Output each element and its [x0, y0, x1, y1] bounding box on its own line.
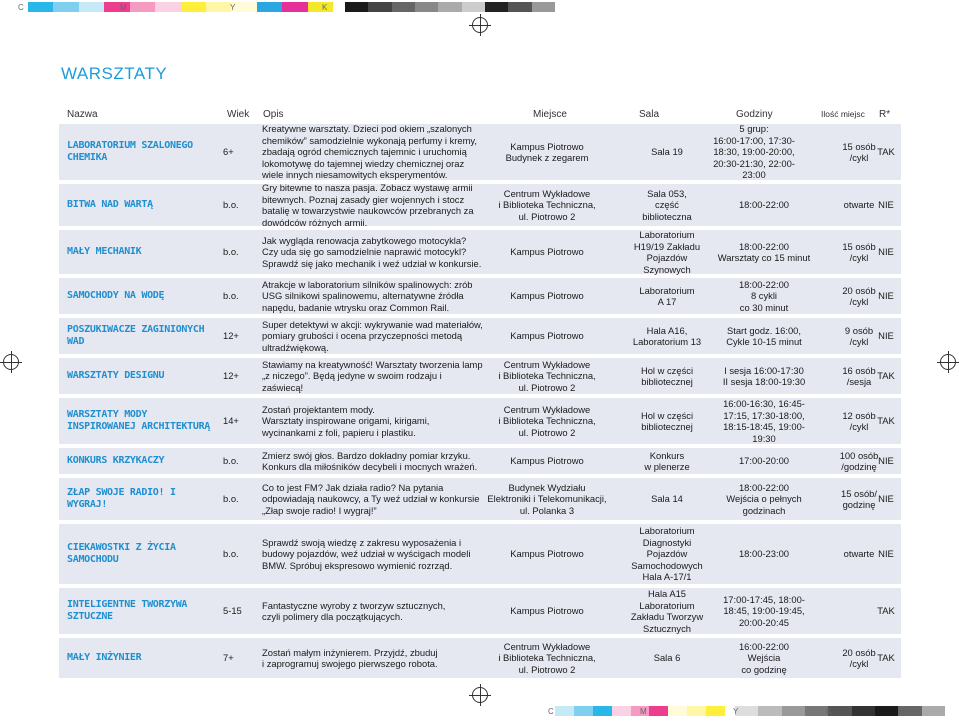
print-letter: Y [733, 707, 739, 716]
room: Konkurs w plenerze [644, 449, 690, 472]
registration: NIE [878, 199, 894, 211]
color-bar-top [0, 0, 959, 14]
age: b.o. [223, 493, 239, 505]
cmy-swatches [28, 2, 333, 12]
hours: Start godz. 16:00, Cykle 10-15 minut [726, 324, 802, 347]
hours: I sesja 16:00-17:30 II sesja 18:00-19:30 [722, 364, 806, 387]
print-letter: C [18, 3, 24, 12]
col-header-name: Nazwa [67, 109, 98, 120]
workshop-name: POSZUKIWACZE ZAGINIONYCH WAD [67, 323, 205, 347]
print-letter: M [640, 707, 647, 716]
workshop-name: LABORATORIUM SZALONEGO CHEMIKA [67, 139, 193, 163]
capacity: 16 osób /sesja [842, 364, 876, 387]
hours: 18:00-22:00 8 cykli co 30 minut [738, 278, 790, 313]
age: 5-15 [223, 605, 242, 617]
workshop-name: INTELIGENTNE TWORZYWA SZTUCZNE [67, 598, 188, 622]
capacity: otwarte [843, 548, 875, 560]
room: Laboratorium Diagnostyki Pojazdów Samochodowych Hala A-17/1 [631, 525, 703, 583]
capacity: 20 osób /cykl [842, 284, 876, 307]
capacity: 9 osób /cykl [844, 324, 874, 347]
registration: NIE [878, 330, 894, 342]
hours: 16:00-22:00 Wejścia co godzinę [738, 640, 790, 675]
hours: 18:00-22:00 Warsztaty co 15 minut [717, 240, 811, 263]
description: Zostań małym inżynierem. Przyjdź, zbuduj i zaprogramuj swojego pierwszego robota. [262, 646, 438, 669]
print-letter: Y [230, 3, 236, 12]
k-swatches [345, 2, 555, 12]
table-row [59, 358, 901, 394]
table-row [59, 448, 901, 474]
room: Laboratorium A 17 [639, 284, 695, 307]
registration: NIE [878, 455, 894, 467]
description: Zmierz swój głos. Bardzo dokładny pomiar krzyku. Konkurs dla miłośników decybeli i mocnych wrażeń. [262, 449, 478, 472]
place: Centrum Wykładowe i Biblioteka Techniczna, ul. Piotrowo 2 [498, 187, 596, 222]
age: b.o. [223, 246, 239, 258]
col-header-age: Wiek [227, 109, 250, 120]
place: Centrum Wykładowe i Biblioteka Techniczna, ul. Piotrowo 2 [498, 358, 596, 393]
registration: NIE [878, 246, 894, 258]
room: Hol w części bibliotecznej [640, 409, 694, 432]
table-row [59, 278, 901, 314]
place: Centrum Wykładowe i Biblioteka Techniczna, ul. Piotrowo 2 [498, 403, 596, 438]
place: Kampus Piotrowo [510, 330, 584, 342]
workshop-name: ZŁAP SWOJE RADIO! I WYGRAJ! [67, 486, 176, 510]
workshop-name: MAŁY MECHANIK [67, 245, 142, 257]
capacity: 15 osób/ godzinę [841, 487, 877, 510]
registration-mark-icon [940, 354, 956, 370]
col-header-hours: Godziny [736, 109, 773, 120]
place: Kampus Piotrowo [510, 290, 584, 302]
room: Sala 19 [651, 146, 683, 158]
print-letter: M [120, 3, 127, 12]
registration: TAK [877, 370, 895, 382]
color-bar-bottom [0, 704, 959, 718]
workshop-table [59, 124, 901, 678]
place: Kampus Piotrowo [510, 548, 584, 560]
capacity: 100 osób /godzinę [839, 449, 879, 472]
table-row [59, 230, 901, 274]
workshop-name: CIEKAWOSTKI Z ŻYCIA SAMOCHODU [67, 541, 176, 565]
table-header [59, 106, 901, 125]
table-row [59, 318, 901, 354]
capacity: 12 osób /cykl [842, 409, 876, 432]
age: b.o. [223, 548, 239, 560]
print-letter: K [322, 3, 328, 12]
room: Sala 053, część biblioteczna [642, 187, 692, 222]
registration-mark-icon [472, 17, 488, 33]
description: Fantastyczne wyroby z tworzyw sztucznych, czyli polimery dla początkujących. [262, 599, 446, 622]
registration-mark-icon [472, 687, 488, 703]
registration: NIE [878, 493, 894, 505]
description: Atrakcje w laboratorium silników spalinowych: zrób USG silnikowi spalinowemu, alternatywne źródła napędu, badanie wtrysku oraz Common Rail. [262, 278, 473, 313]
registration: TAK [877, 605, 895, 617]
workshop-name: MAŁY INŻYNIER [67, 651, 142, 663]
hours: 18:00-22:00 Wejścia o pełnych godzinach [726, 481, 802, 516]
col-header-r: R* [879, 109, 891, 120]
description: Jak wygląda renowacja zabytkowego motocykla? Czy uda się go samodzielnie naprawić motocykl? Sprawdź się jako mechanik i weź udział w konkursie. [262, 234, 482, 269]
table-row [59, 588, 901, 634]
description: Stawiamy na kreatywność! Warsztaty tworzenia lamp „z niczego”. Będą jedyne w swoim rodzaju i zaświecą! [262, 358, 483, 393]
table-row [59, 478, 901, 520]
registration: NIE [878, 290, 894, 302]
age: b.o. [223, 199, 239, 211]
workshop-name: SAMOCHODY NA WODĘ [67, 289, 165, 301]
table-row [59, 184, 901, 226]
hours: 18:00-22:00 [738, 199, 790, 211]
age: 6+ [223, 146, 234, 158]
description: Sprawdź swoją wiedzę z zakresu wyposażenia i budowy pojazdów, weź udział w wyścigach modeli BMW. Spróbuj ekspresowo wymienić rozrząd. [262, 536, 471, 571]
page-title: WARSZTATY [61, 64, 168, 83]
room: Sala 14 [651, 493, 683, 505]
table-row [59, 524, 901, 584]
col-header-room: Sala [639, 109, 660, 120]
description: Kreatywne warsztaty. Dzieci pod okiem „szalonych chemików” samodzielnie wykonają perfumy i kremy, zbadają ogród chemicznych tajemnic i uruchomią lokomotywę do tajemnej wiedzy chemicznej oraz wiele innych niesamowitych eksperymentów. [262, 123, 478, 181]
workshop-name: WARSZTATY DESIGNU [67, 369, 165, 381]
capacity: otwarte [843, 199, 875, 211]
hours: 16:00-16:30, 16:45- 17:15, 17:30-18:00, 18:15-18:45, 19:00- 19:30 [723, 398, 805, 444]
table-row [59, 398, 901, 444]
col-header-cap: Ilość miejsc [821, 109, 865, 119]
print-letter: K [826, 707, 832, 716]
registration: TAK [877, 652, 895, 664]
description: Super detektywi w akcji: wykrywanie wad materiałów, pomiary grubości i ocena przyczepności metodą ultradźwiękową. [262, 318, 483, 353]
description: Zostań projektantem mody. Warsztaty inspirowane origami, kirigami, wycinankami z foli, papieru i plastiku. [262, 403, 430, 438]
col-header-desc: Opis [263, 109, 284, 120]
registration: TAK [877, 415, 895, 427]
age: b.o. [223, 290, 239, 302]
hours: 18:00-23:00 [738, 548, 790, 560]
age: 14+ [223, 415, 239, 427]
room: Sala 6 [653, 652, 681, 664]
capacity: 15 osób /cykl [842, 140, 876, 163]
place: Centrum Wykładowe i Biblioteka Techniczna, ul. Piotrowo 2 [498, 640, 596, 675]
capacity: 20 osób /cykl [842, 646, 876, 669]
description: Gry bitewne to nasza pasja. Zobacz wystawę armii bitewnych. Poznaj zasady gier wojennych i stocz batalię w towarzystwie naukowców przebranych za dowódców różnych armii. [262, 182, 474, 228]
k-swatches [735, 706, 945, 716]
table-row [59, 124, 901, 180]
workshop-name: KONKURS KRZYKACZY [67, 454, 165, 466]
hours: 17:00-17:45, 18:00- 18:45, 19:00-19:45, 20:00-20:45 [723, 593, 805, 628]
room: Laboratorium H19/19 Zakładu Pojazdów Szynowych [633, 229, 701, 275]
registration-mark-icon [3, 354, 19, 370]
room: Hol w części bibliotecznej [640, 364, 694, 387]
age: 12+ [223, 370, 239, 382]
registration: TAK [877, 146, 895, 158]
place: Budynek Wydziału Elektroniki i Telekomunikacji, ul. Polanka 3 [487, 481, 607, 516]
registration: NIE [878, 548, 894, 560]
room: Hala A16, Laboratorium 13 [632, 324, 702, 347]
age: 12+ [223, 330, 239, 342]
place: Kampus Piotrowo Budynek z zegarem [505, 140, 589, 163]
print-letter: C [548, 707, 554, 716]
place: Kampus Piotrowo [510, 605, 584, 617]
age: 7+ [223, 652, 234, 664]
room: Hala A15 Laboratorium Zakładu Tworzyw Sztucznych [630, 588, 704, 634]
hours: 5 grup: 16:00-17:00, 17:30- 18:30, 19:00-20:00, 20:30-21:30, 22:00- 23:00 [713, 123, 795, 181]
hours: 17:00-20:00 [738, 455, 790, 467]
description: Co to jest FM? Jak działa radio? Na pytania odpowiadają naukowcy, a Ty weź udział w konkursie „Złap swoje radio! I wygraj!” [262, 481, 480, 516]
age: b.o. [223, 455, 239, 467]
place: Kampus Piotrowo [510, 455, 584, 467]
table-row [59, 638, 901, 678]
capacity: 15 osób /cykl [842, 240, 876, 263]
col-header-place: Miejsce [533, 109, 567, 120]
place: Kampus Piotrowo [510, 246, 584, 258]
workshop-name: WARSZTATY MODY INSPIROWANEJ ARCHITEKTURĄ [67, 408, 211, 432]
workshop-name: BITWA NAD WARTĄ [67, 198, 153, 210]
